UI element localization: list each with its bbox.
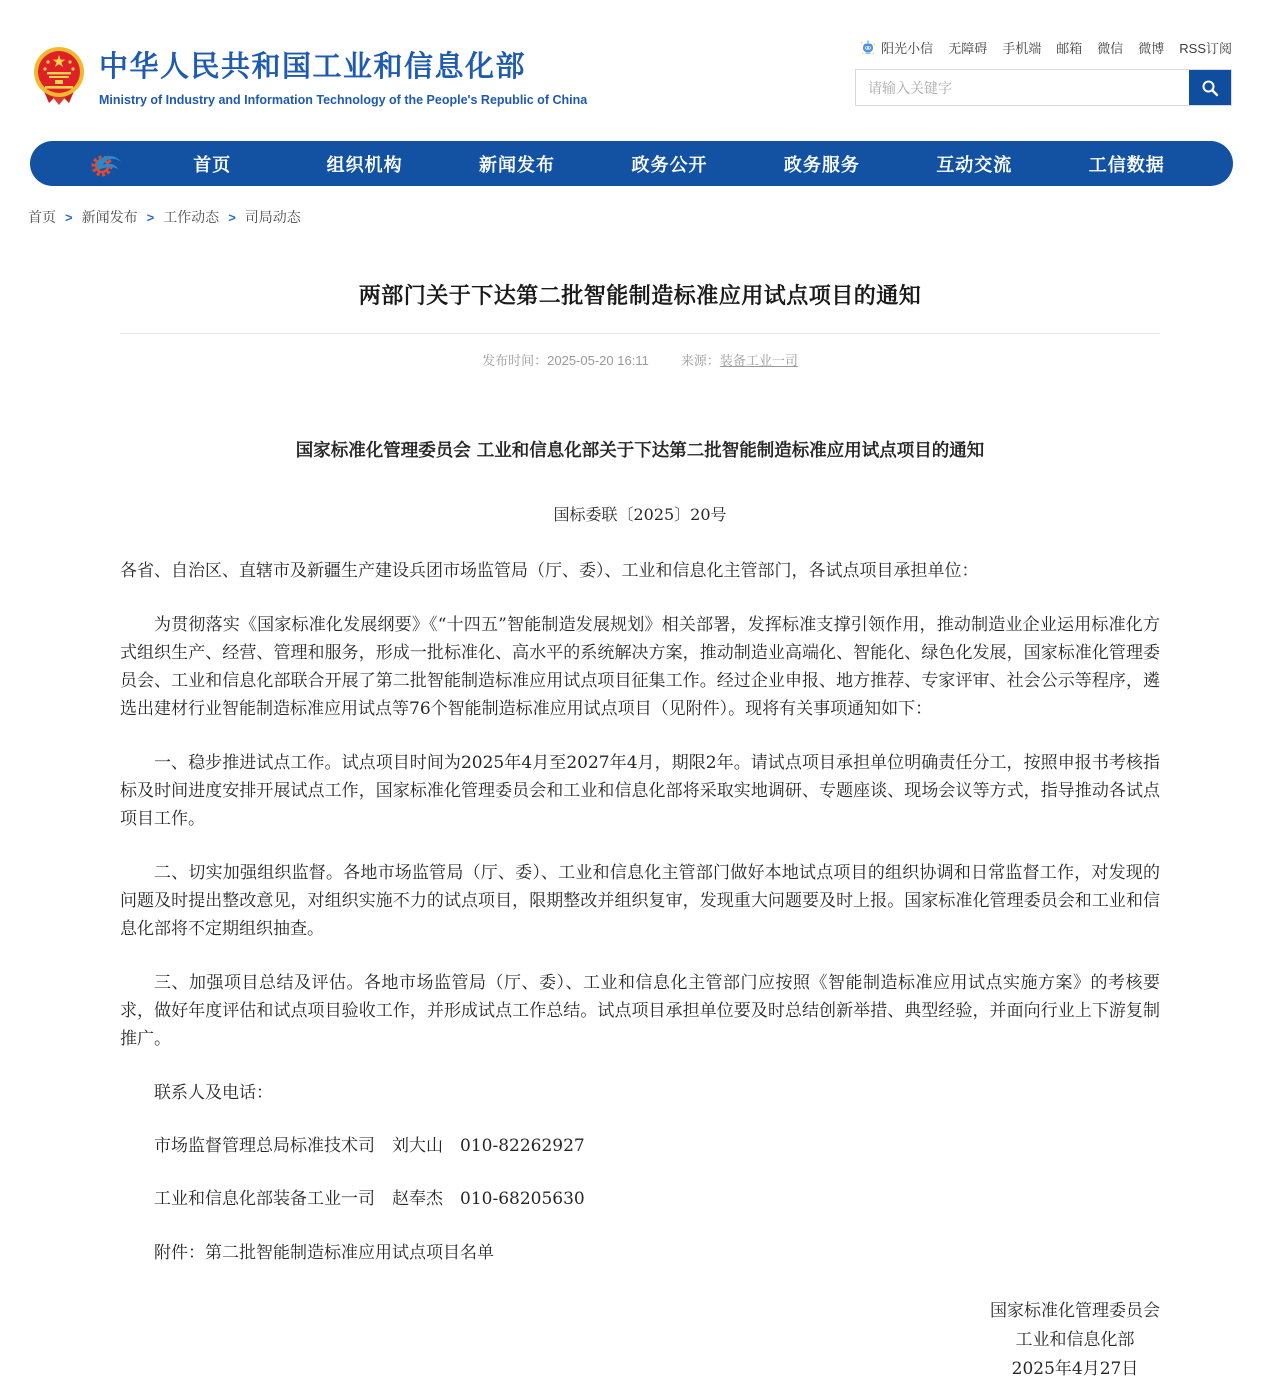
attachment-line: 附件：第二批智能制造标准应用试点项目名单 [154, 1243, 494, 1263]
source-link[interactable]: 装备工业一司 [719, 353, 798, 368]
contact-intro: 联系人及电话： [154, 1083, 273, 1103]
nav-item-gov-services[interactable]: 政务服务 [783, 154, 860, 175]
nav-item-interaction[interactable]: 互动交流 [936, 154, 1013, 175]
quick-link-label: 微信 [1097, 41, 1124, 56]
breadcrumb-separator: > [228, 209, 236, 225]
national-emblem-icon [33, 45, 85, 107]
search-icon [1201, 79, 1219, 97]
article [120, 279, 1160, 1396]
quick-link-label: 手机端 [1002, 41, 1042, 56]
breadcrumb-item-news[interactable]: 新闻发布 [81, 209, 138, 225]
site-logo[interactable] [33, 44, 587, 107]
quick-link-label: 邮箱 [1056, 41, 1083, 56]
breadcrumb-separator: > [146, 209, 155, 225]
signature-block [990, 1297, 1160, 1396]
document-body [120, 438, 1160, 1396]
signature-org: 国家标准化管理委员会 [990, 1301, 1160, 1321]
quick-links [859, 38, 1232, 57]
quick-link-rss[interactable] [1179, 38, 1232, 57]
search-button[interactable] [1189, 70, 1231, 105]
breadcrumb-item-home[interactable]: 首页 [28, 209, 56, 225]
doc-heading: 国家标准化管理委员会 工业和信息化部关于下达第二批智能制造标准应用试点项目的通知 [295, 441, 985, 461]
quick-link-label: 无障碍 [948, 41, 988, 56]
signature-date: 2025年4月27日 [1011, 1359, 1139, 1379]
nav-item-organization[interactable]: 组织机构 [326, 154, 403, 175]
body-paragraph: 为贯彻落实《国家标准化发展纲要》《“十四五”智能制造发展规划》相关部署，发挥标准支撑引领作用，推动制造业企业运用标准化方式组织生产、经营、管理和服务，形成一批标准化、高水平的系统解决方案，推动制造业高端化、智能化、绿色化发展，国家标准化管理委员会、工业和信息化部联合开展了第二批智能制造标准应用试点项目征集工作。经过企业申报、地方推荐、专家评审、社会公示等程序，遴选出建材行业智能制造标准应用试点等76个智能制造标准应用试点项目（见附件）。现将有关事项通知如下： [120, 615, 1160, 719]
contact-line: 工业和信息化部装备工业一司 赵奉杰 010-68205630 [154, 1189, 585, 1209]
quick-link-mail[interactable] [1056, 38, 1082, 57]
miit-gear-logo-icon[interactable] [88, 145, 126, 183]
title-divider [120, 333, 1160, 334]
source-label: 来源： [680, 353, 720, 368]
article-title: 两部门关于下达第二批智能制造标准应用试点项目的通知 [358, 283, 922, 308]
main-nav [30, 141, 1233, 186]
publish-time-label: 发布时间： [482, 353, 548, 368]
doc-salutation: 各省、自治区、直辖市及新疆生产建设兵团市场监管局（厅、委）、工业和信息化主管部门，各试点项目承担单位： [120, 561, 979, 581]
search-box [855, 69, 1232, 106]
breadcrumb-separator: > [65, 209, 73, 225]
robot-mascot-icon [859, 39, 877, 57]
quick-link-wechat[interactable] [1097, 38, 1123, 57]
quick-link-accessibility[interactable] [948, 38, 987, 57]
search-input[interactable] [856, 70, 1189, 105]
nav-item-home[interactable]: 首页 [193, 154, 232, 175]
quick-link-weibo[interactable] [1138, 38, 1164, 57]
body-paragraph: 三、加强项目总结及评估。各地市场监管局（厅、委）、工业和信息化主管部门应按照《智能制造标准应用试点实施方案》的考核要求，做好年度评估和试点项目验收工作，并形成试点工作总结。试点项目承担单位要及时总结创新举措、典型经验，并面向行业上下游复制推广。 [120, 973, 1160, 1049]
quick-link-mobile[interactable] [1002, 38, 1041, 57]
quick-link-label: RSS订阅 [1179, 41, 1232, 56]
breadcrumb-item-work-trends[interactable]: 工作动态 [163, 209, 220, 225]
breadcrumb [28, 207, 1280, 227]
quick-link-xiaoxin[interactable] [859, 38, 933, 57]
doc-number: 国标委联〔2025〕20号 [553, 505, 727, 524]
nav-item-news[interactable]: 新闻发布 [479, 154, 556, 175]
site-subtitle: Ministry of Industry and Information Technology of the People's Republic of China [99, 93, 588, 107]
body-paragraph: 二、切实加强组织监督。各地市场监管局（厅、委）、工业和信息化主管部门做好本地试点项目的组织协调和日常监督工作，对发现的问题及时提出整改意见，对组织实施不力的试点项目，限期整改并组织复审，发现重大问题要及时上报。国家标准化管理委员会和工业和信息化部将不定期组织抽查。 [120, 863, 1160, 939]
breadcrumb-item-dept-trends[interactable]: 司局动态 [244, 209, 301, 225]
contact-line: 市场监督管理总局标准技术司 刘大山 010-82262927 [154, 1136, 585, 1156]
nav-item-miit-data[interactable]: 工信数据 [1088, 154, 1165, 175]
signature-org: 工业和信息化部 [1015, 1330, 1135, 1350]
site-header [0, 0, 1280, 141]
quick-link-label: 阳光小信 [881, 41, 934, 56]
publish-time-value: 2025-05-20 16:11 [547, 353, 649, 368]
quick-link-label: 微博 [1138, 41, 1165, 56]
article-meta [120, 350, 1160, 369]
body-paragraph: 一、稳步推进试点工作。试点项目时间为2025年4月至2027年4月，期限2年。请试点项目承担单位明确责任分工，按照申报书考核指标及时间进度安排开展试点工作，国家标准化管理委员会和工业和信息化部将采取实地调研、专题座谈、现场会议等方式，指导推动各试点项目工作。 [120, 753, 1160, 829]
nav-item-gov-disclosure[interactable]: 政务公开 [631, 154, 708, 175]
site-title: 中华人民共和国工业和信息化部 [99, 51, 527, 83]
